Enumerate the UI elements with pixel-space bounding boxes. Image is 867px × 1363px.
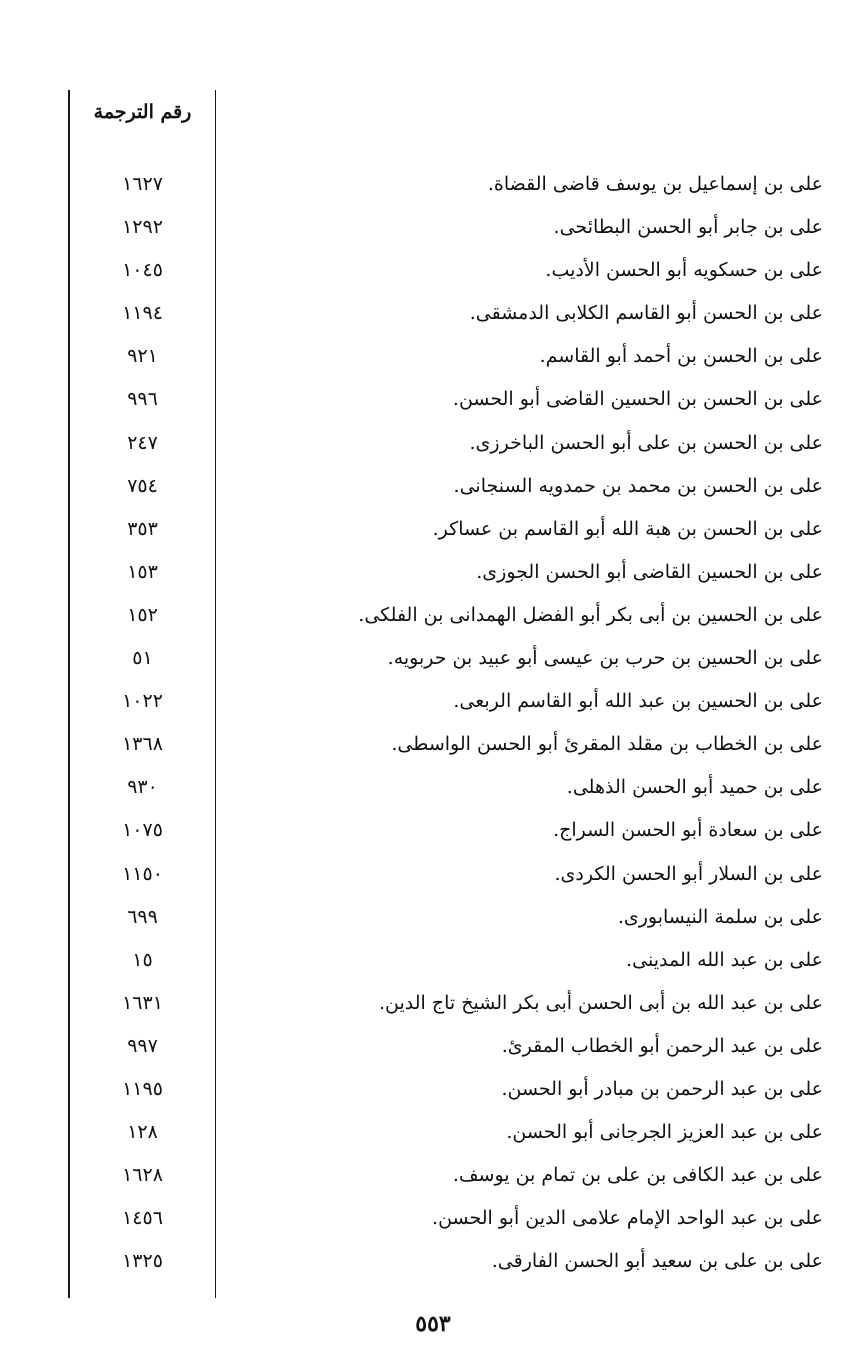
entry-number: ١٥٢: [127, 603, 158, 626]
index-entry: [0, 163, 867, 206]
entry-number: ٩٩٧: [127, 1034, 158, 1057]
entry-name: على بن عبد الكافى بن على بن تمام بن يوسف.: [452, 1164, 823, 1187]
index-entry: [0, 378, 867, 421]
index-entry: [0, 896, 867, 939]
index-entry: [0, 335, 867, 378]
entry-number: ٦٩٩: [127, 905, 158, 928]
entry-number: ١٠٢٢: [122, 690, 163, 713]
entry-name: على بن إسماعيل بن يوسف قاضى القضاة.: [487, 173, 823, 195]
index-entry: [0, 594, 867, 637]
index-entry: [0, 1025, 867, 1068]
entry-name: على بن عبد الله بن أبى الحسن أبى بكر الشيخ تاج الدين.: [379, 991, 823, 1014]
entry-name: على بن الحسين بن عبد الله أبو القاسم الربعى.: [453, 690, 823, 713]
index-entry: [0, 1240, 867, 1283]
entry-name: على بن عبد الله المدينى.: [626, 948, 823, 971]
entry-number: ١٠٧٥: [122, 819, 163, 842]
entry-number: ١٠٤٥: [122, 259, 163, 282]
entry-name: على بن الحسن بن هبة الله أبو القاسم بن عساكر.: [432, 517, 823, 540]
entry-number: ١٣٢٥: [122, 1250, 163, 1273]
entry-name: على بن سعادة أبو الحسن السراج.: [553, 819, 823, 842]
index-entry-list: [0, 163, 867, 1283]
entry-name: على بن حميد أبو الحسن الذهلى.: [566, 776, 823, 799]
index-entry: [0, 1111, 867, 1154]
entry-number: ١١٥٠: [122, 862, 163, 885]
index-entry: [0, 1068, 867, 1111]
entry-number: ١٥٣: [127, 560, 158, 583]
index-entry: [0, 853, 867, 896]
entry-name: على بن عبد العزيز الجرجانى أبو الحسن.: [506, 1121, 823, 1144]
entry-number: ١٦٢٨: [122, 1164, 163, 1187]
entry-name: على بن عبد الرحمن أبو الخطاب المقرئ.: [501, 1034, 823, 1057]
entry-name: على بن على بن سعيد أبو الحسن الفارقى.: [491, 1250, 823, 1273]
index-entry: [0, 1197, 867, 1240]
entry-name: على بن جابر أبو الحسن البطائحى.: [553, 216, 823, 239]
entry-name: على بن الحسين بن حرب بن عيسى أبو عبيد بن حربويه.: [387, 647, 823, 670]
index-entry: [0, 465, 867, 508]
entry-number: ١٣٦٨: [122, 733, 163, 756]
index-entry: [0, 1154, 867, 1197]
entry-number: ٢٤٧: [127, 431, 158, 454]
entry-name: على بن الحسن أبو القاسم الكلابى الدمشقى.: [469, 302, 823, 325]
entry-number: ١٥: [132, 948, 153, 971]
index-entry: [0, 508, 867, 551]
entry-number: ١٢٨: [127, 1121, 158, 1144]
entry-name: على بن الحسن بن أحمد أبو القاسم.: [539, 345, 823, 368]
page-number: ٥٥٣: [415, 1311, 451, 1337]
index-entry: [0, 766, 867, 809]
entry-number: ١٦٢٧: [122, 173, 163, 195]
entry-number: ١٦٣١: [122, 991, 163, 1014]
entry-name: على بن الحسن بن الحسين القاضى أبو الحسن.: [452, 388, 823, 411]
entry-name: على بن الخطاب بن مقلد المقرئ أبو الحسن الواسطى.: [391, 733, 823, 756]
number-column-header: رقم الترجمة: [93, 101, 192, 123]
entry-number: ١٢٩٢: [122, 216, 163, 239]
index-entry: [0, 680, 867, 723]
entry-name: على بن حسكويه أبو الحسن الأديب.: [545, 259, 823, 282]
index-entry: [0, 939, 867, 982]
entry-name: على بن الحسن بن محمد بن حمدويه السنجانى.: [453, 474, 823, 497]
entry-number: ١٤٥٦: [122, 1207, 163, 1230]
index-entry: [0, 551, 867, 594]
entry-name: على بن عبد الرحمن بن مبادر أبو الحسن.: [501, 1077, 823, 1100]
index-entry: [0, 637, 867, 680]
entry-number: ٣٥٣: [127, 517, 158, 540]
entry-name: على بن سلمة النيسابورى.: [617, 905, 823, 928]
entry-name: على بن السلار أبو الحسن الكردى.: [554, 862, 823, 885]
entry-number: ٩٣٠: [127, 776, 158, 799]
entry-number: ١١٩٤: [122, 302, 163, 325]
index-entry: [0, 249, 867, 292]
entry-number: ١١٩٥: [122, 1077, 163, 1100]
index-entry: [0, 982, 867, 1025]
entry-number: ٥١: [132, 647, 153, 670]
index-entry: [0, 422, 867, 465]
entry-number: ٩٩٦: [127, 388, 158, 411]
index-entry: [0, 292, 867, 335]
entry-name: على بن الحسين بن أبى بكر أبو الفضل الهمدانى بن الفلكى.: [358, 603, 823, 626]
entry-name: على بن الحسن بن على أبو الحسن الباخرزى.: [469, 431, 823, 454]
index-entry: [0, 809, 867, 852]
entry-number: ٧٥٤: [127, 474, 158, 497]
entry-name: على بن عبد الواحد الإمام علامى الدين أبو الحسن.: [432, 1207, 823, 1230]
index-entry: [0, 206, 867, 249]
entry-name: على بن الحسين القاضى أبو الحسن الجوزى.: [476, 560, 823, 583]
entry-number: ٩٢١: [127, 345, 158, 368]
index-entry: [0, 723, 867, 766]
